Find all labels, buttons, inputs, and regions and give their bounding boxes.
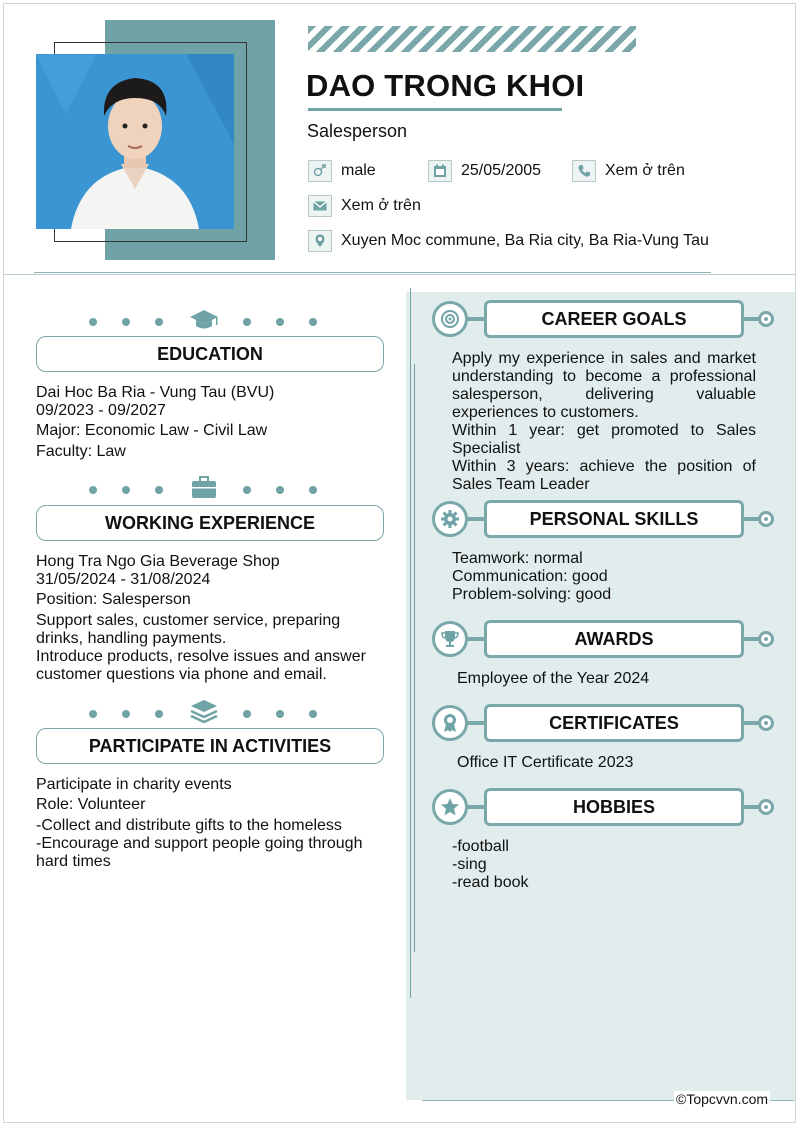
skills-header <box>432 500 774 538</box>
email-value: Xem ở trên <box>341 197 421 214</box>
hobbies-header <box>432 788 774 826</box>
education-faculty: Faculty: Law <box>36 443 126 460</box>
profile-photo <box>36 54 234 229</box>
name-underline <box>308 108 562 111</box>
phone-icon <box>572 160 596 182</box>
gear-icon <box>432 501 468 537</box>
certificate-item: Office IT Certificate 2023 <box>457 754 634 771</box>
skill-item: Problem-solving: good <box>452 586 612 603</box>
target-icon <box>432 301 468 337</box>
birthday-value: 25/05/2005 <box>461 162 542 179</box>
gender-icon <box>308 160 332 182</box>
panel-border-line <box>410 288 411 998</box>
activities-desc-2: -Encourage and support people going through hard times <box>36 835 363 870</box>
experience-separator <box>89 474 329 502</box>
header-divider-secondary <box>4 274 796 275</box>
cv-page <box>3 3 796 1123</box>
certificates-heading: CERTIFICATES <box>484 704 744 742</box>
panel-inner-line <box>414 364 415 952</box>
awards-header <box>432 620 774 658</box>
calendar-icon <box>428 160 452 182</box>
certificates-header <box>432 704 774 742</box>
awards-heading: AWARDS <box>484 620 744 658</box>
education-content <box>36 384 386 461</box>
birthday-info <box>428 160 541 182</box>
award-item: Employee of the Year 2024 <box>457 670 650 687</box>
hobby-item: -sing <box>452 856 487 873</box>
activities-event: Participate in charity events <box>36 776 232 793</box>
decorative-stripes <box>308 26 636 52</box>
experience-company: Hong Tra Ngo Gia Beverage Shop <box>36 553 280 570</box>
experience-desc-1: Support sales, customer service, preparing drinks, handling payments. <box>36 612 341 647</box>
experience-content <box>36 553 386 684</box>
briefcase-icon <box>188 474 220 502</box>
trophy-icon <box>432 621 468 657</box>
skill-item: Teamwork: normal <box>452 550 583 567</box>
career-goals-content <box>452 350 756 494</box>
career-goal-3: Within 3 years: achieve the position of Sales Team Leader <box>452 458 756 493</box>
activities-content <box>36 776 386 871</box>
address-info <box>308 230 709 252</box>
location-pin-icon <box>308 230 332 252</box>
education-heading: EDUCATION <box>36 336 384 372</box>
gender-info <box>308 160 376 182</box>
graduation-cap-icon <box>188 306 220 334</box>
hobby-item: -read book <box>452 874 529 891</box>
education-major: Major: Economic Law - Civil Law <box>36 422 268 439</box>
hobbies-heading: HOBBIES <box>484 788 744 826</box>
activities-heading: PARTICIPATE IN ACTIVITIES <box>36 728 384 764</box>
activities-separator <box>89 698 329 726</box>
career-goal-1: Apply my experience in sales and market understanding to become a professional salesperson, delivering valuable experiences to customers. <box>452 350 756 421</box>
hobbies-content <box>452 838 756 892</box>
activities-role: Role: Volunteer <box>36 796 146 813</box>
footer-credit: ©Topcvvn.com <box>676 1091 769 1107</box>
phone-info <box>572 160 685 182</box>
layers-icon <box>188 698 220 726</box>
career-goals-heading: CAREER GOALS <box>484 300 744 338</box>
email-info <box>308 195 421 217</box>
envelope-icon <box>308 195 332 217</box>
candidate-name: DAO TRONG KHOI <box>306 68 585 103</box>
education-separator <box>89 306 329 334</box>
skills-content <box>452 550 756 604</box>
star-icon <box>432 789 468 825</box>
medal-icon <box>432 705 468 741</box>
experience-period: 31/05/2024 - 31/08/2024 <box>36 571 211 588</box>
address-value: Xuyen Moc commune, Ba Ria city, Ba Ria-Vung Tau <box>341 232 709 249</box>
education-school: Dai Hoc Ba Ria - Vung Tau (BVU) <box>36 384 275 401</box>
career-goals-header <box>432 300 774 338</box>
hobby-item: -football <box>452 838 509 855</box>
career-goal-2: Within 1 year: get promoted to Sales Specialist <box>452 422 756 457</box>
experience-desc-2: Introduce products, resolve issues and answer customer questions via phone and email. <box>36 648 366 683</box>
experience-heading: WORKING EXPERIENCE <box>36 505 384 541</box>
experience-position: Position: Salesperson <box>36 591 191 608</box>
gender-value: male <box>341 162 376 179</box>
phone-value: Xem ở trên <box>605 162 685 179</box>
skills-heading: PERSONAL SKILLS <box>484 500 744 538</box>
header-divider <box>34 272 711 273</box>
job-title: Salesperson <box>307 121 408 141</box>
activities-desc-1: -Collect and distribute gifts to the homeless <box>36 817 342 834</box>
skill-item: Communication: good <box>452 568 608 585</box>
education-period: 09/2023 - 09/2027 <box>36 402 166 419</box>
